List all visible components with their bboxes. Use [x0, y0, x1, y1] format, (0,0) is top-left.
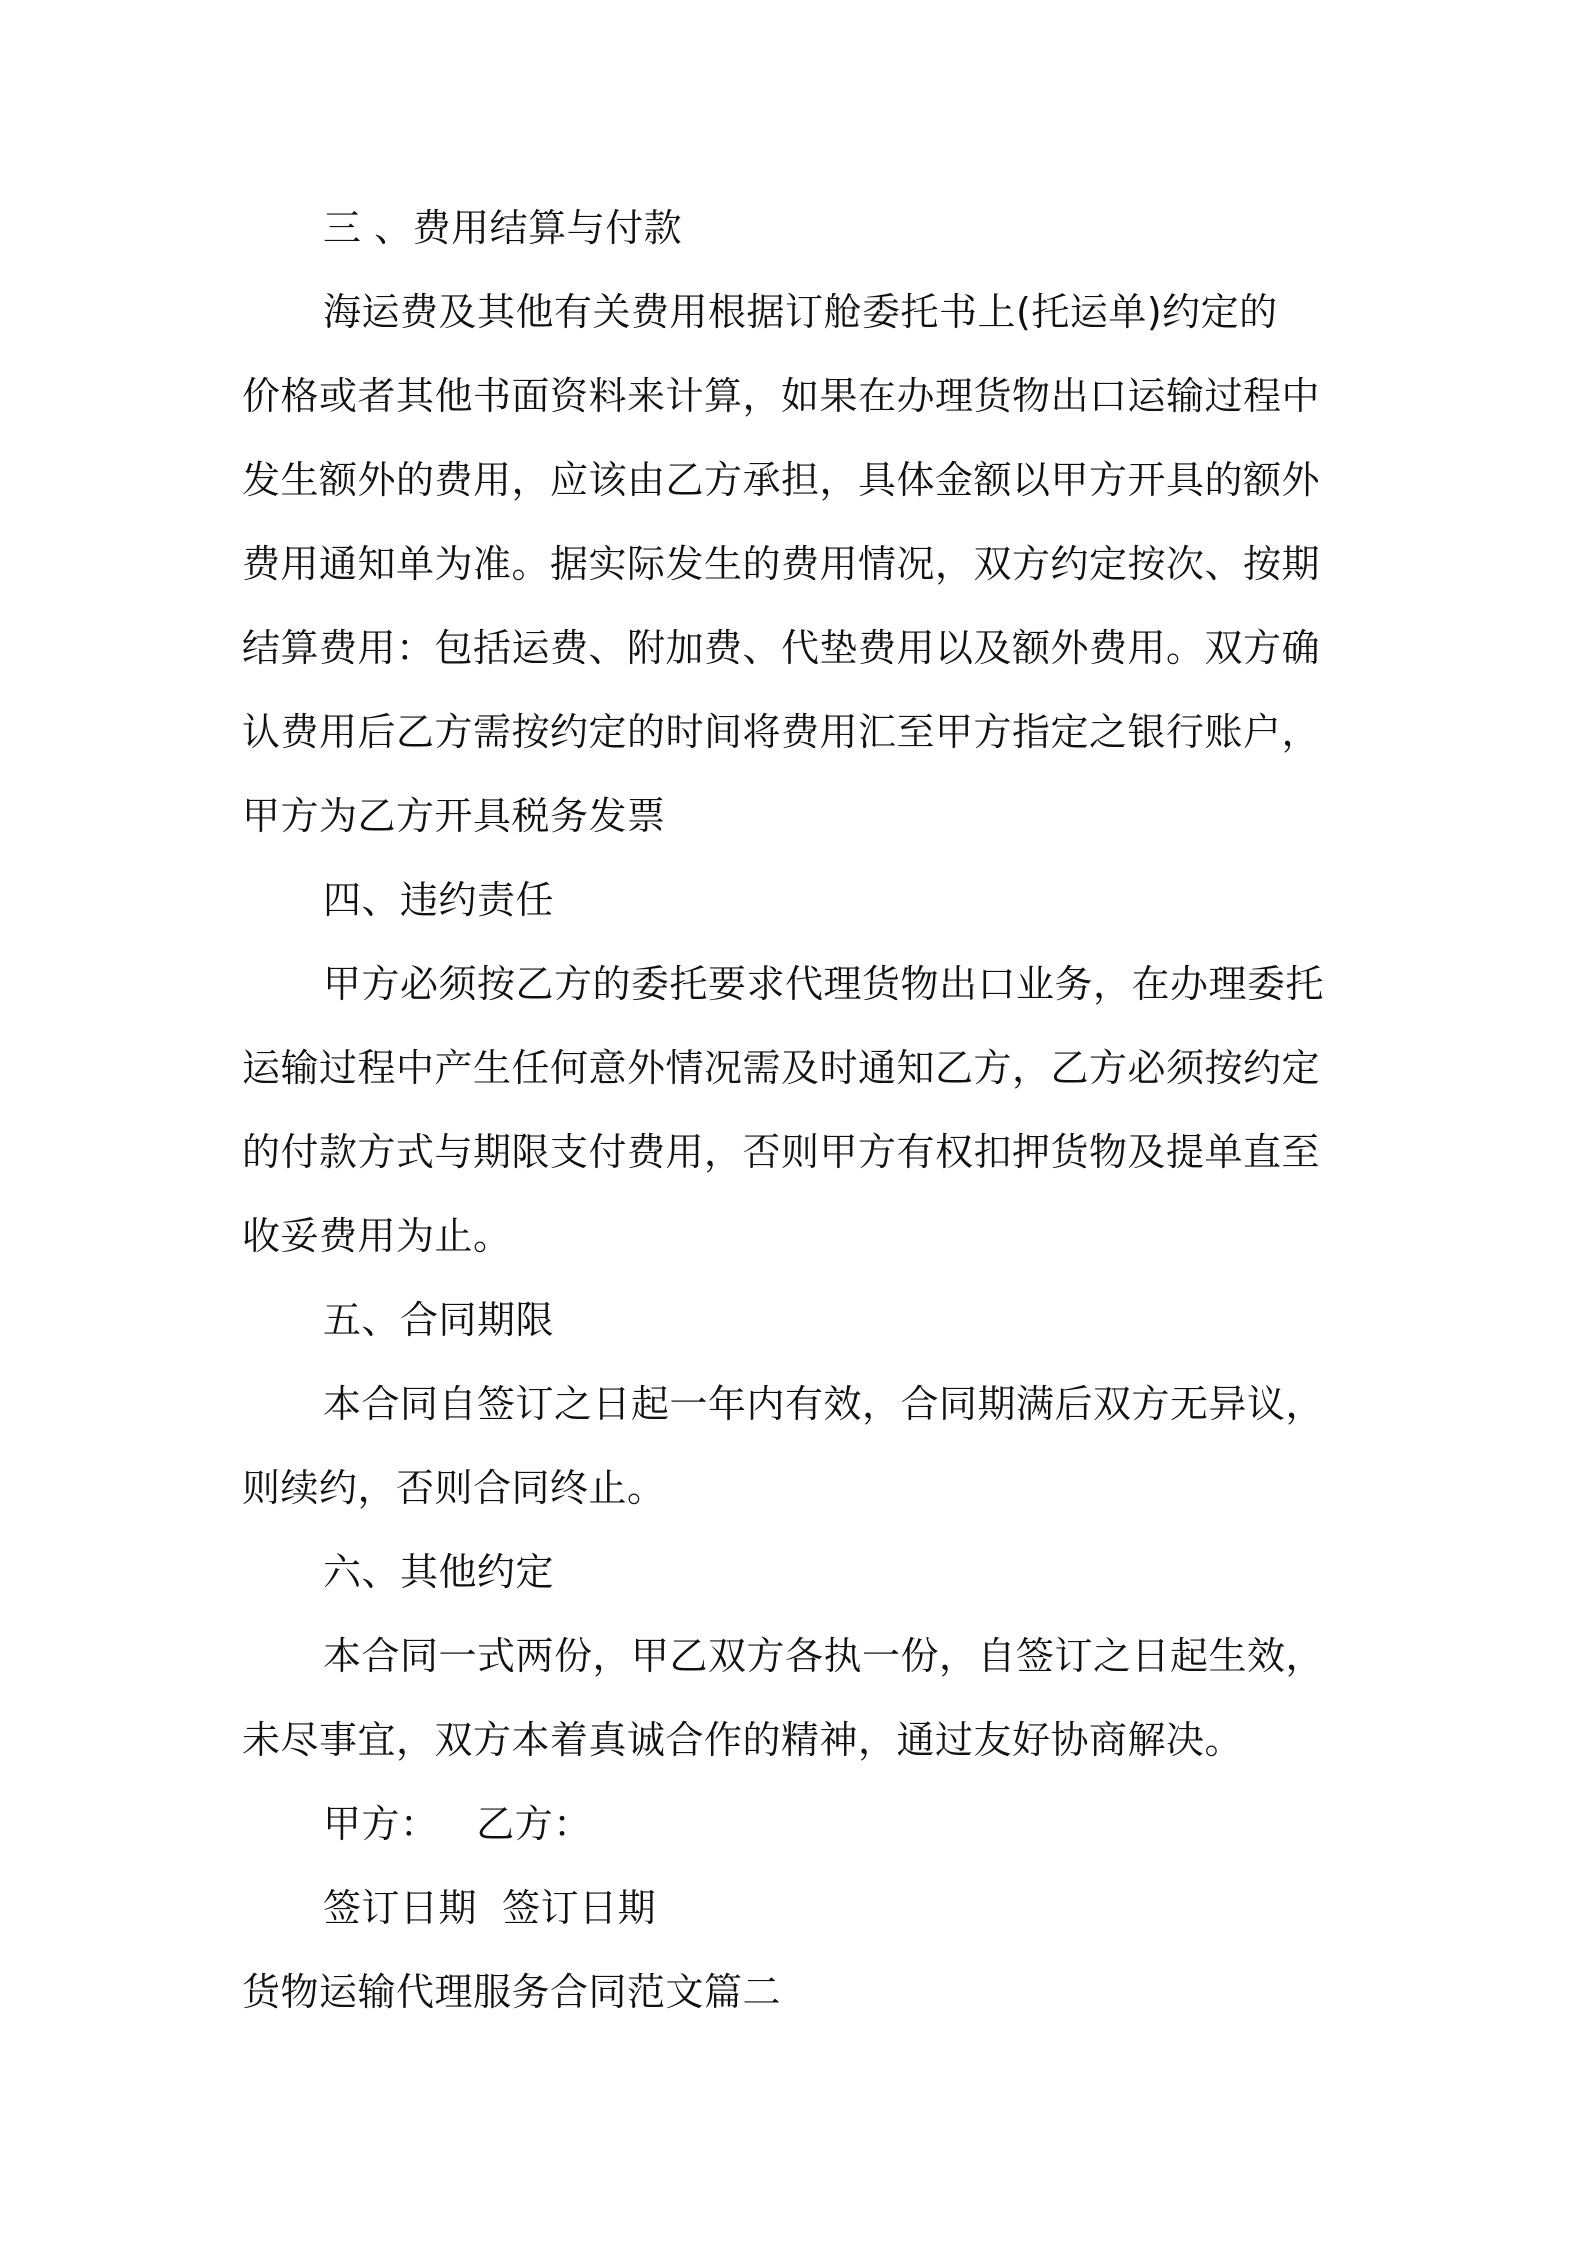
paragraph-line: 收妥费用为止。: [242, 1214, 512, 1258]
paragraph-line: 费用通知单为准。据实际发生的费用情况，双方约定按次、按期: [242, 542, 1321, 586]
section-heading-6: 六、其他约定: [323, 1550, 555, 1594]
paragraph-line: 发生额外的费用，应该由乙方承担，具体金额以甲方开具的额外: [242, 458, 1321, 502]
paragraph-line: 未尽事宜，双方本着真诚合作的精神，通过友好协商解决。: [242, 1718, 1244, 1762]
paragraph-line: 的付款方式与期限支付费用，否则甲方有权扣押货物及提单直至: [242, 1130, 1321, 1174]
paragraph-line: 本合同一式两份，甲乙双方各执一份，自签订之日起生效，: [323, 1634, 1325, 1678]
paragraph-line: 海运费及其他有关费用根据订舱委托书上(托运单)约定的: [323, 290, 1278, 334]
signature-dates: 签订日期 签订日期: [323, 1886, 657, 1930]
paragraph-line: 甲方为乙方开具税务发票: [242, 794, 666, 838]
paragraph-line: 甲方必须按乙方的委托要求代理货物出口业务，在办理委托: [323, 962, 1325, 1006]
paragraph-line: 运输过程中产生任何意外情况需及时通知乙方，乙方必须按约定: [242, 1046, 1321, 1090]
paragraph-line: 价格或者其他书面资料来计算，如果在办理货物出口运输过程中: [242, 374, 1321, 418]
paragraph-line: 认费用后乙方需按约定的时间将费用汇至甲方指定之银行账户，: [242, 710, 1321, 754]
section-heading-5: 五、合同期限: [323, 1298, 555, 1342]
section-heading-3: 三 、费用结算与付款: [323, 206, 683, 250]
paragraph-line: 结算费用：包括运费、附加费、代垫费用以及额外费用。双方确: [242, 626, 1321, 670]
next-document-title: 货物运输代理服务合同范文篇二: [242, 1970, 782, 2014]
paragraph-line: 则续约，否则合同终止。: [242, 1466, 666, 1510]
signature-parties: 甲方： 乙方：: [323, 1802, 592, 1846]
paragraph-line: 本合同自签订之日起一年内有效，合同期满后双方无异议，: [323, 1382, 1325, 1426]
section-heading-4: 四、违约责任: [323, 878, 555, 922]
